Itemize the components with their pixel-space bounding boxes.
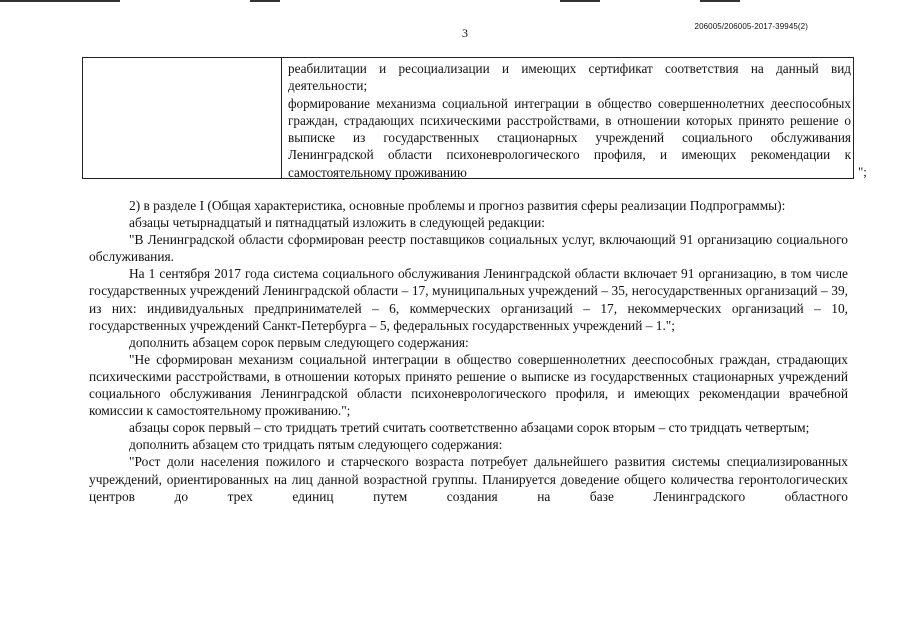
body-paragraph: "Рост доли населения пожилого и старческого возраста потребует дальнейшего развития системы специализированных учреждений, ориентированных на лиц данной возрастной группы. Планируется доведение общего количества геронтологических центров до трех единиц путем создания на базе Ленинградского областного xyxy=(89,454,848,504)
body-paragraph: абзацы сорок первый – сто тридцать третий считать соответственно абзацами сорок вторым – сто тридцать четвертым; xyxy=(129,420,810,436)
body-paragraph: дополнить абзацем сто тридцать пятым следующего содержания: xyxy=(129,437,503,453)
scan-edge-mark xyxy=(560,0,600,2)
body-paragraph: абзацы четырнадцатый и пятнадцатый изложить в следующей редакции: xyxy=(129,215,546,231)
scan-edge-mark xyxy=(0,0,120,2)
body-paragraph: На 1 сентября 2017 года система социального обслуживания Ленинградской области включает 91 организацию, в том числе государственных учреждений Ленинградской области – 17, муниципальных учреждений – 35, негосударственных организаций – 39, из них: индивидуальных предпринимателей – 6, коммерческих организаций – 17, некоммерческих организаций – 10, государственных учреждений Санкт-Петербурга – 5, федеральных государственных учреждений – 1."; xyxy=(89,266,848,333)
scan-edge-mark xyxy=(700,0,740,2)
body-paragraph: "В Ленинградской области сформирован реестр поставщиков социальных услуг, включающий 91 организацию социального обслуживания. xyxy=(89,232,848,265)
document-code: 206005/206005-2017-39945(2) xyxy=(694,22,808,31)
table-closing-mark: "; xyxy=(858,164,867,179)
body-paragraph: "Не сформирован механизм социальной интеграции в общество совершеннолетних дееспособных граждан, страдающих психическими расстройствами, в отношении которых принято решение о выписке из государственных стационарных учреждений социального обслуживания Ленинградской области психоневрологического профиля, и имеющих рекомендации врачебной комиссии к самостоятельному проживанию."; xyxy=(89,351,848,419)
table-paragraph: реабилитации и ресоциализации и имеющих сертификат соответствия на данный вид деятельности; xyxy=(288,61,851,94)
scan-edge-mark xyxy=(250,0,280,2)
continued-table xyxy=(82,57,854,179)
table-left-cell xyxy=(83,58,282,178)
body-paragraph: 2) в разделе I (Общая характеристика, основные проблемы и прогноз развития сферы реализации Подпрограммы): xyxy=(129,198,786,213)
body-text xyxy=(89,197,848,505)
table-paragraph: формирование механизма социальной интеграции в общество совершеннолетних дееспособных граждан, страдающих психическими расстройствами, в отношении которых принято решение о выписке из государственных стационарных учреждений социального обслуживания Ленинградской области психоневрологического профиля, и имеющих рекомендации к самостоятельному проживанию xyxy=(288,95,851,180)
table-right-cell xyxy=(288,60,851,181)
page-number: 3 xyxy=(462,26,468,40)
body-paragraph: дополнить абзацем сорок первым следующего содержания: xyxy=(129,334,469,350)
